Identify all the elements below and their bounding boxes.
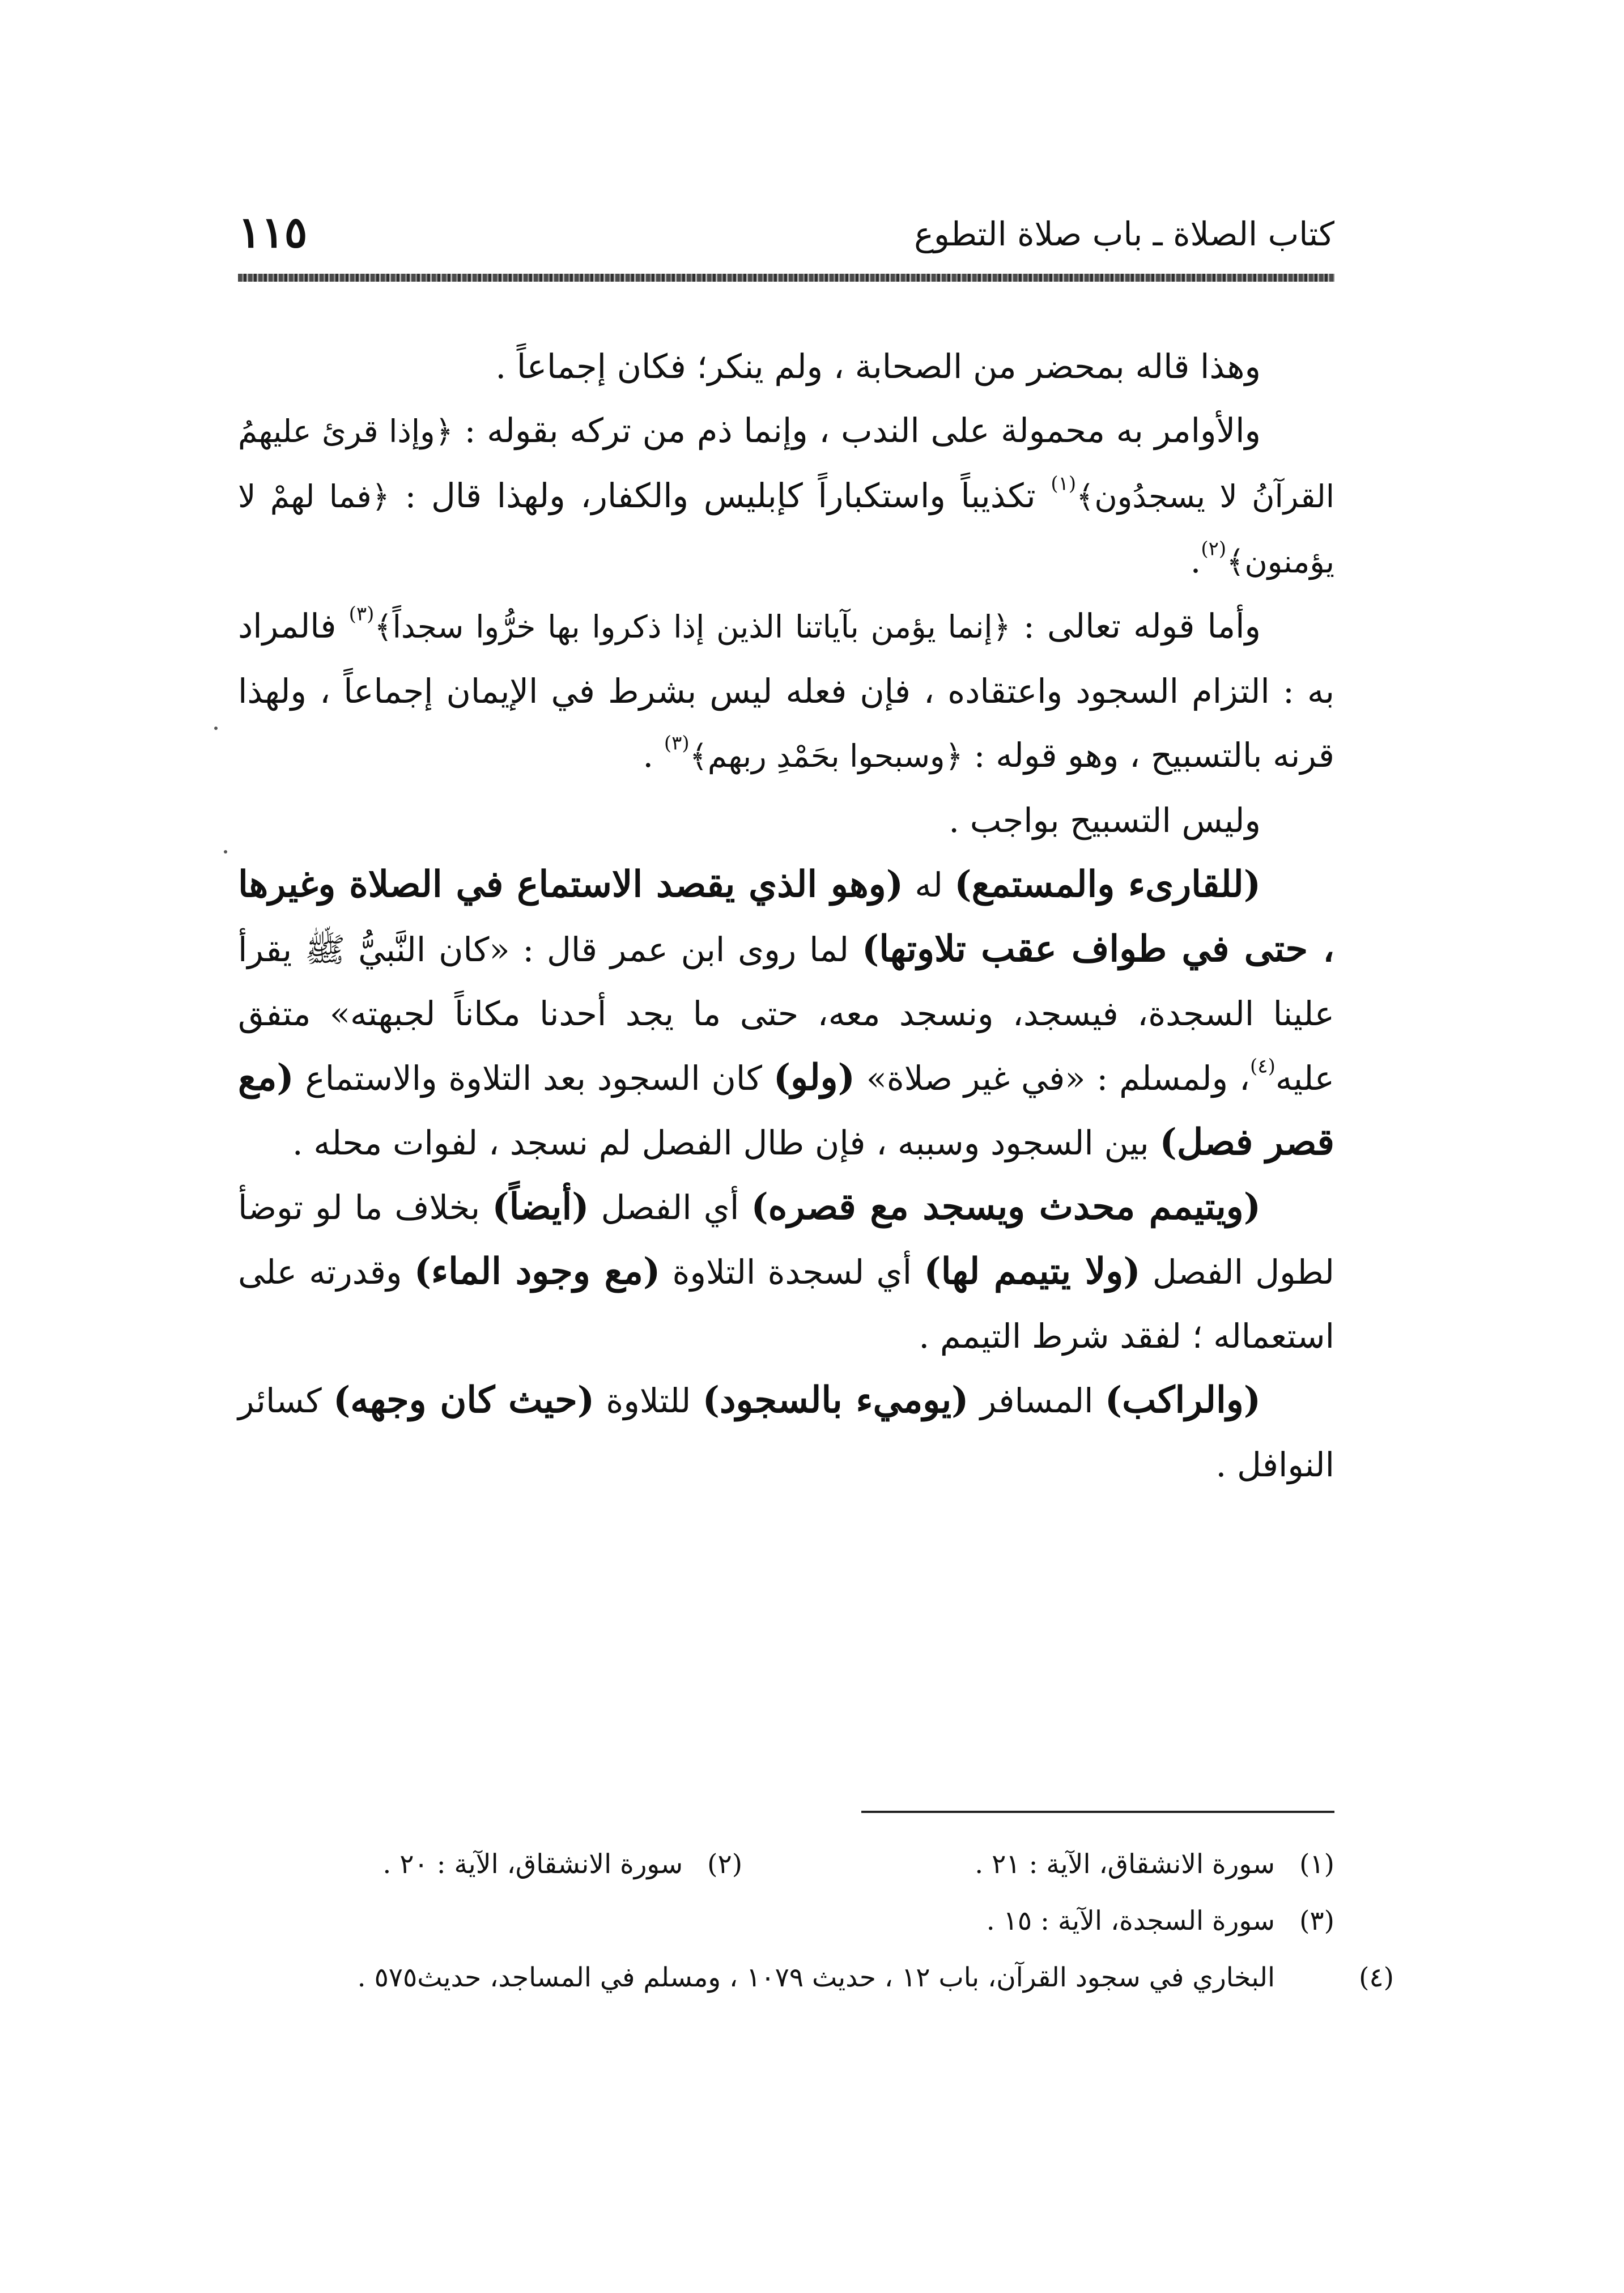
- page-number: ١١٥: [238, 207, 308, 257]
- matn-text: (مع قصر فصل): [238, 1056, 1334, 1164]
- text-run: كسائر النوافل .: [238, 1381, 1334, 1484]
- footnote-rule: [861, 1811, 1334, 1813]
- matn-text: (أيضاً): [492, 1186, 589, 1228]
- text-run: لما روى ابن عمر قال : «كان النَّبيُّ ﷺ يقرأ علينا السجدة، فيسجد، ونسجد معه، حتى ما يجد أحدنا مكاناً لجبهته» متفق عليه: [238, 930, 1334, 1098]
- footnote-3: [238, 1893, 1334, 1950]
- text-run: أي الفصل: [589, 1188, 751, 1227]
- text-run: وقدرته على استعماله ؛ لفقد شرط التيمم .: [238, 1252, 1334, 1356]
- footnote-text: سورة السجدة، الآية : ١٥ .: [986, 1905, 1275, 1937]
- footnote-number: (٢): [707, 1849, 743, 1880]
- text-run: له: [903, 865, 955, 905]
- paragraph-4: وليس التسبيح بواجب .: [949, 801, 1261, 840]
- matn-text: (للقارىء والمستمع): [954, 863, 1261, 906]
- quran-quote: ﴿إنما يؤمن بآياتنا الذين إذا ذكروا بها خرُّوا سجداً﴾: [374, 609, 1011, 645]
- footnote-number: (٤): [1359, 1962, 1394, 1993]
- scan-speck: [214, 727, 218, 730]
- text-run: بخلاف ما لو توضأ لطول الفصل: [238, 1188, 1335, 1292]
- scan-speck: [224, 850, 227, 853]
- footnote-marker: (٤): [1250, 1055, 1276, 1078]
- paragraph-1: وهذا قاله بمحضر من الصحابة ، ولم ينكر؛ فكان إجماعاً .: [495, 347, 1261, 386]
- footnote-1: [830, 1836, 1334, 1893]
- footnote-marker: (٣): [348, 602, 375, 626]
- text-run: ، ولمسلم : «في غير صلاة»: [854, 1059, 1251, 1098]
- matn-text: (مع وجود الماء): [414, 1250, 661, 1293]
- running-title: كتاب الصلاة ـ باب صلاة التطوع: [914, 215, 1334, 253]
- paragraph-2: [238, 398, 1334, 594]
- footnote-marker: (٣): [664, 732, 690, 755]
- matn-text: (ولو): [773, 1056, 855, 1099]
- body-text: [238, 334, 1334, 1497]
- paragraph-7: [238, 1368, 1334, 1497]
- text-run: بين السجود وسببه ، فإن طال الفصل لم نسجد ، لفوات محله .: [292, 1123, 1160, 1162]
- quran-quote: ﴿وسبحوا بحَمْدِ ربهم﴾: [689, 738, 963, 774]
- footnote-4: [238, 1950, 1394, 2006]
- matn-text: (ويتيمم محدث ويسجد مع قصره): [751, 1186, 1261, 1228]
- text-run: أي لسجدة التلاوة: [660, 1252, 924, 1292]
- footnote-row: [238, 1836, 1334, 1893]
- footnote-marker: (١): [1051, 472, 1077, 495]
- footnote-2: [238, 1836, 742, 1893]
- text-run: المسافر: [968, 1381, 1105, 1420]
- paragraph-5: [238, 852, 1334, 1175]
- text-run: .: [643, 736, 664, 775]
- footnote-marker: (٢): [1201, 537, 1227, 560]
- page-header: [238, 201, 1334, 269]
- matn-text: (والراكب): [1104, 1379, 1261, 1421]
- matn-text: (وهو الذي يقصد الاستماع في الصلاة وغيرها ، حتى في طواف عقب تلاوتها): [238, 863, 1334, 970]
- matn-text: (حيث كان وجهه): [333, 1379, 595, 1421]
- text-run: تكذيباً واستكباراً كإبليس والكفار، ولهذا قال :: [389, 476, 1051, 515]
- header-rule: [238, 274, 1334, 282]
- text-run: .: [1190, 541, 1201, 580]
- text-run: وأما قوله تعالى :: [1010, 606, 1261, 646]
- matn-text: (ولا يتيمم لها): [924, 1250, 1141, 1293]
- footnote-text: سورة الانشقاق، الآية : ٢٠ .: [382, 1849, 683, 1880]
- footnote-text: سورة الانشقاق، الآية : ٢١ .: [975, 1849, 1275, 1880]
- matn-text: (يوميء بالسجود): [702, 1379, 969, 1421]
- footnote-number: (١): [1299, 1849, 1334, 1880]
- quran-quote: ﴿وإذا قرئ عليهمُ القرآنُ لا يسجدُون﴾: [238, 413, 1335, 515]
- text-run: للتلاوة: [594, 1381, 703, 1420]
- footnote-number: (٣): [1299, 1905, 1334, 1937]
- text-run: والأوامر به محمولة على الندب ، وإنما ذم من تركه بقوله :: [453, 411, 1261, 450]
- text-run: فالمراد به : التزام السجود واعتقاده ، فإن فعله ليس بشرط في الإيمان إجماعاً ، ولهذا قرنه بالتسبيح ، وهو قوله :: [238, 606, 1334, 775]
- footnotes: [238, 1836, 1394, 2006]
- text-run: كان السجود بعد التلاوة والاستماع: [294, 1059, 773, 1098]
- footnote-text: البخاري في سجود القرآن، باب ١٢ ، حديث ١٠٧٩ ، ومسلم في المساجد، حديث٥٧٥ .: [357, 1962, 1275, 1993]
- quran-quote: ﴿فما لهمْ لا يؤمنون﴾: [238, 478, 1334, 580]
- paragraph-6: [238, 1175, 1334, 1368]
- paragraph-3: [238, 594, 1334, 788]
